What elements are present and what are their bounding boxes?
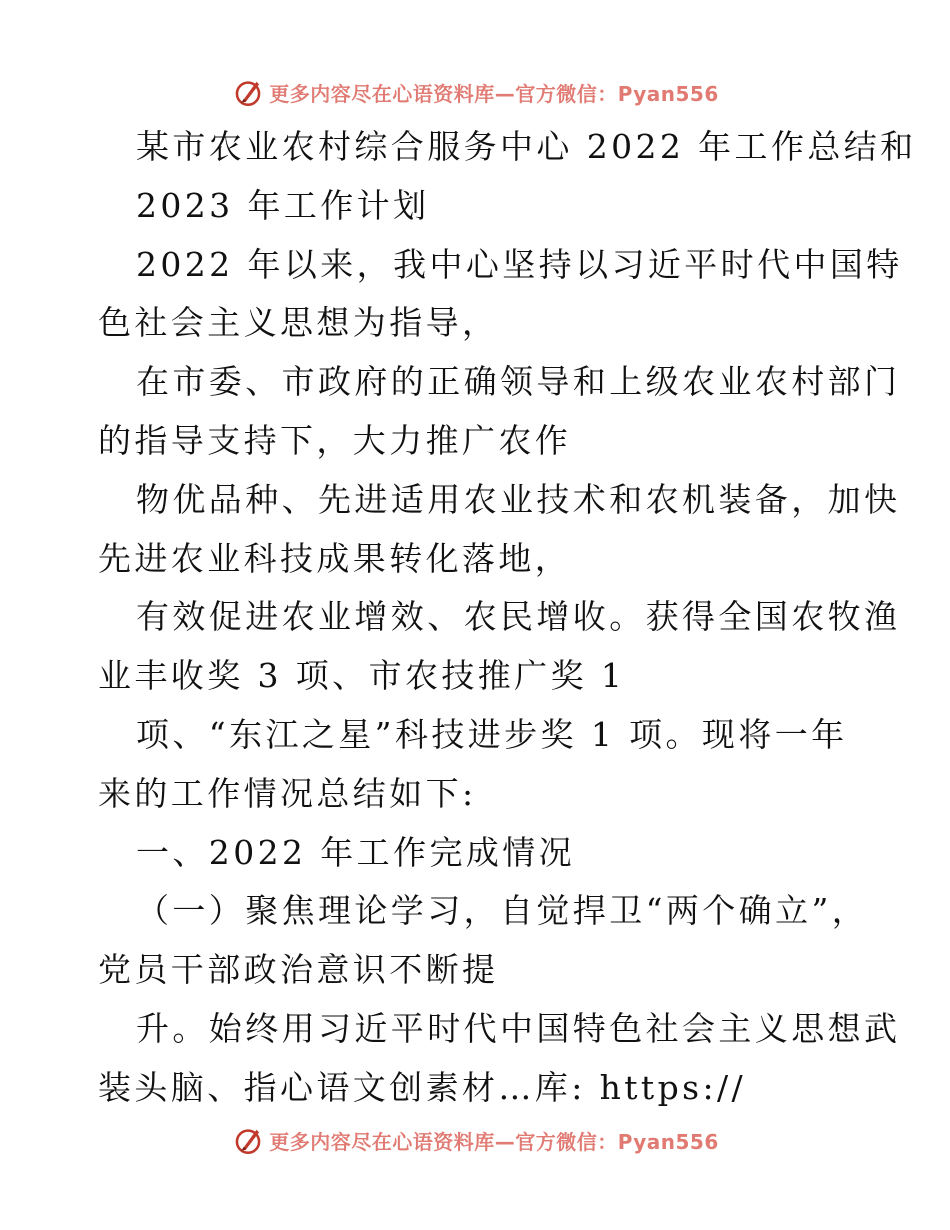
- paragraph-line: 升。始终用习近平时代中国特色社会主义思想武: [136, 1008, 901, 1048]
- paragraph-line: 2023 年工作计划: [136, 185, 430, 225]
- paragraph-line: 物优品种、先进适用农业技术和农机装备，加快: [136, 479, 901, 519]
- banner-text: 更多内容尽在心语资料库—官方微信：Pyan556: [269, 81, 719, 106]
- paragraph-line: 的指导支持下，大力推广农作: [98, 420, 572, 460]
- header-banner: [0, 70, 950, 114]
- quill-pen-logo-icon: [231, 75, 265, 109]
- paragraph-line: 有效促进农业增效、农民增收。获得全国农牧渔: [136, 597, 901, 637]
- paragraph-line: 装头脑、指心语文创素材…库: https://: [98, 1067, 746, 1107]
- paragraph-line: 来的工作情况总结如下:: [98, 773, 477, 813]
- paragraph-line: 党员干部政治意识不断提: [98, 950, 499, 990]
- paragraph-line: （一）聚焦理论学习，自觉捍卫“两个确立”，: [136, 891, 869, 931]
- paragraph-line: 一、2022 年工作完成情况: [136, 832, 576, 872]
- banner-text: 更多内容尽在心语资料库—官方微信：Pyan556: [269, 1129, 719, 1154]
- paragraph-line: 先进农业科技成果转化落地，: [98, 538, 572, 578]
- paragraph-line: 某市农业农村综合服务中心 2022 年工作总结和: [136, 127, 917, 166]
- paragraph-line: 在市委、市政府的正确领导和上级农业农村部门: [136, 362, 901, 402]
- paragraph-line: 色社会主义思想为指导，: [98, 303, 499, 343]
- document-body: [98, 118, 917, 1118]
- paragraph-line: 业丰收奖 3 项、市农技推广奖 1: [98, 656, 626, 696]
- quill-pen-logo-icon: [231, 1123, 265, 1157]
- paragraph-line: 2022 年以来，我中心坚持以习近平时代中国特: [136, 244, 903, 284]
- paragraph-line: 项、“东江之星”科技进步奖 1 项。现将一年: [136, 714, 848, 754]
- footer-banner: [0, 1118, 950, 1162]
